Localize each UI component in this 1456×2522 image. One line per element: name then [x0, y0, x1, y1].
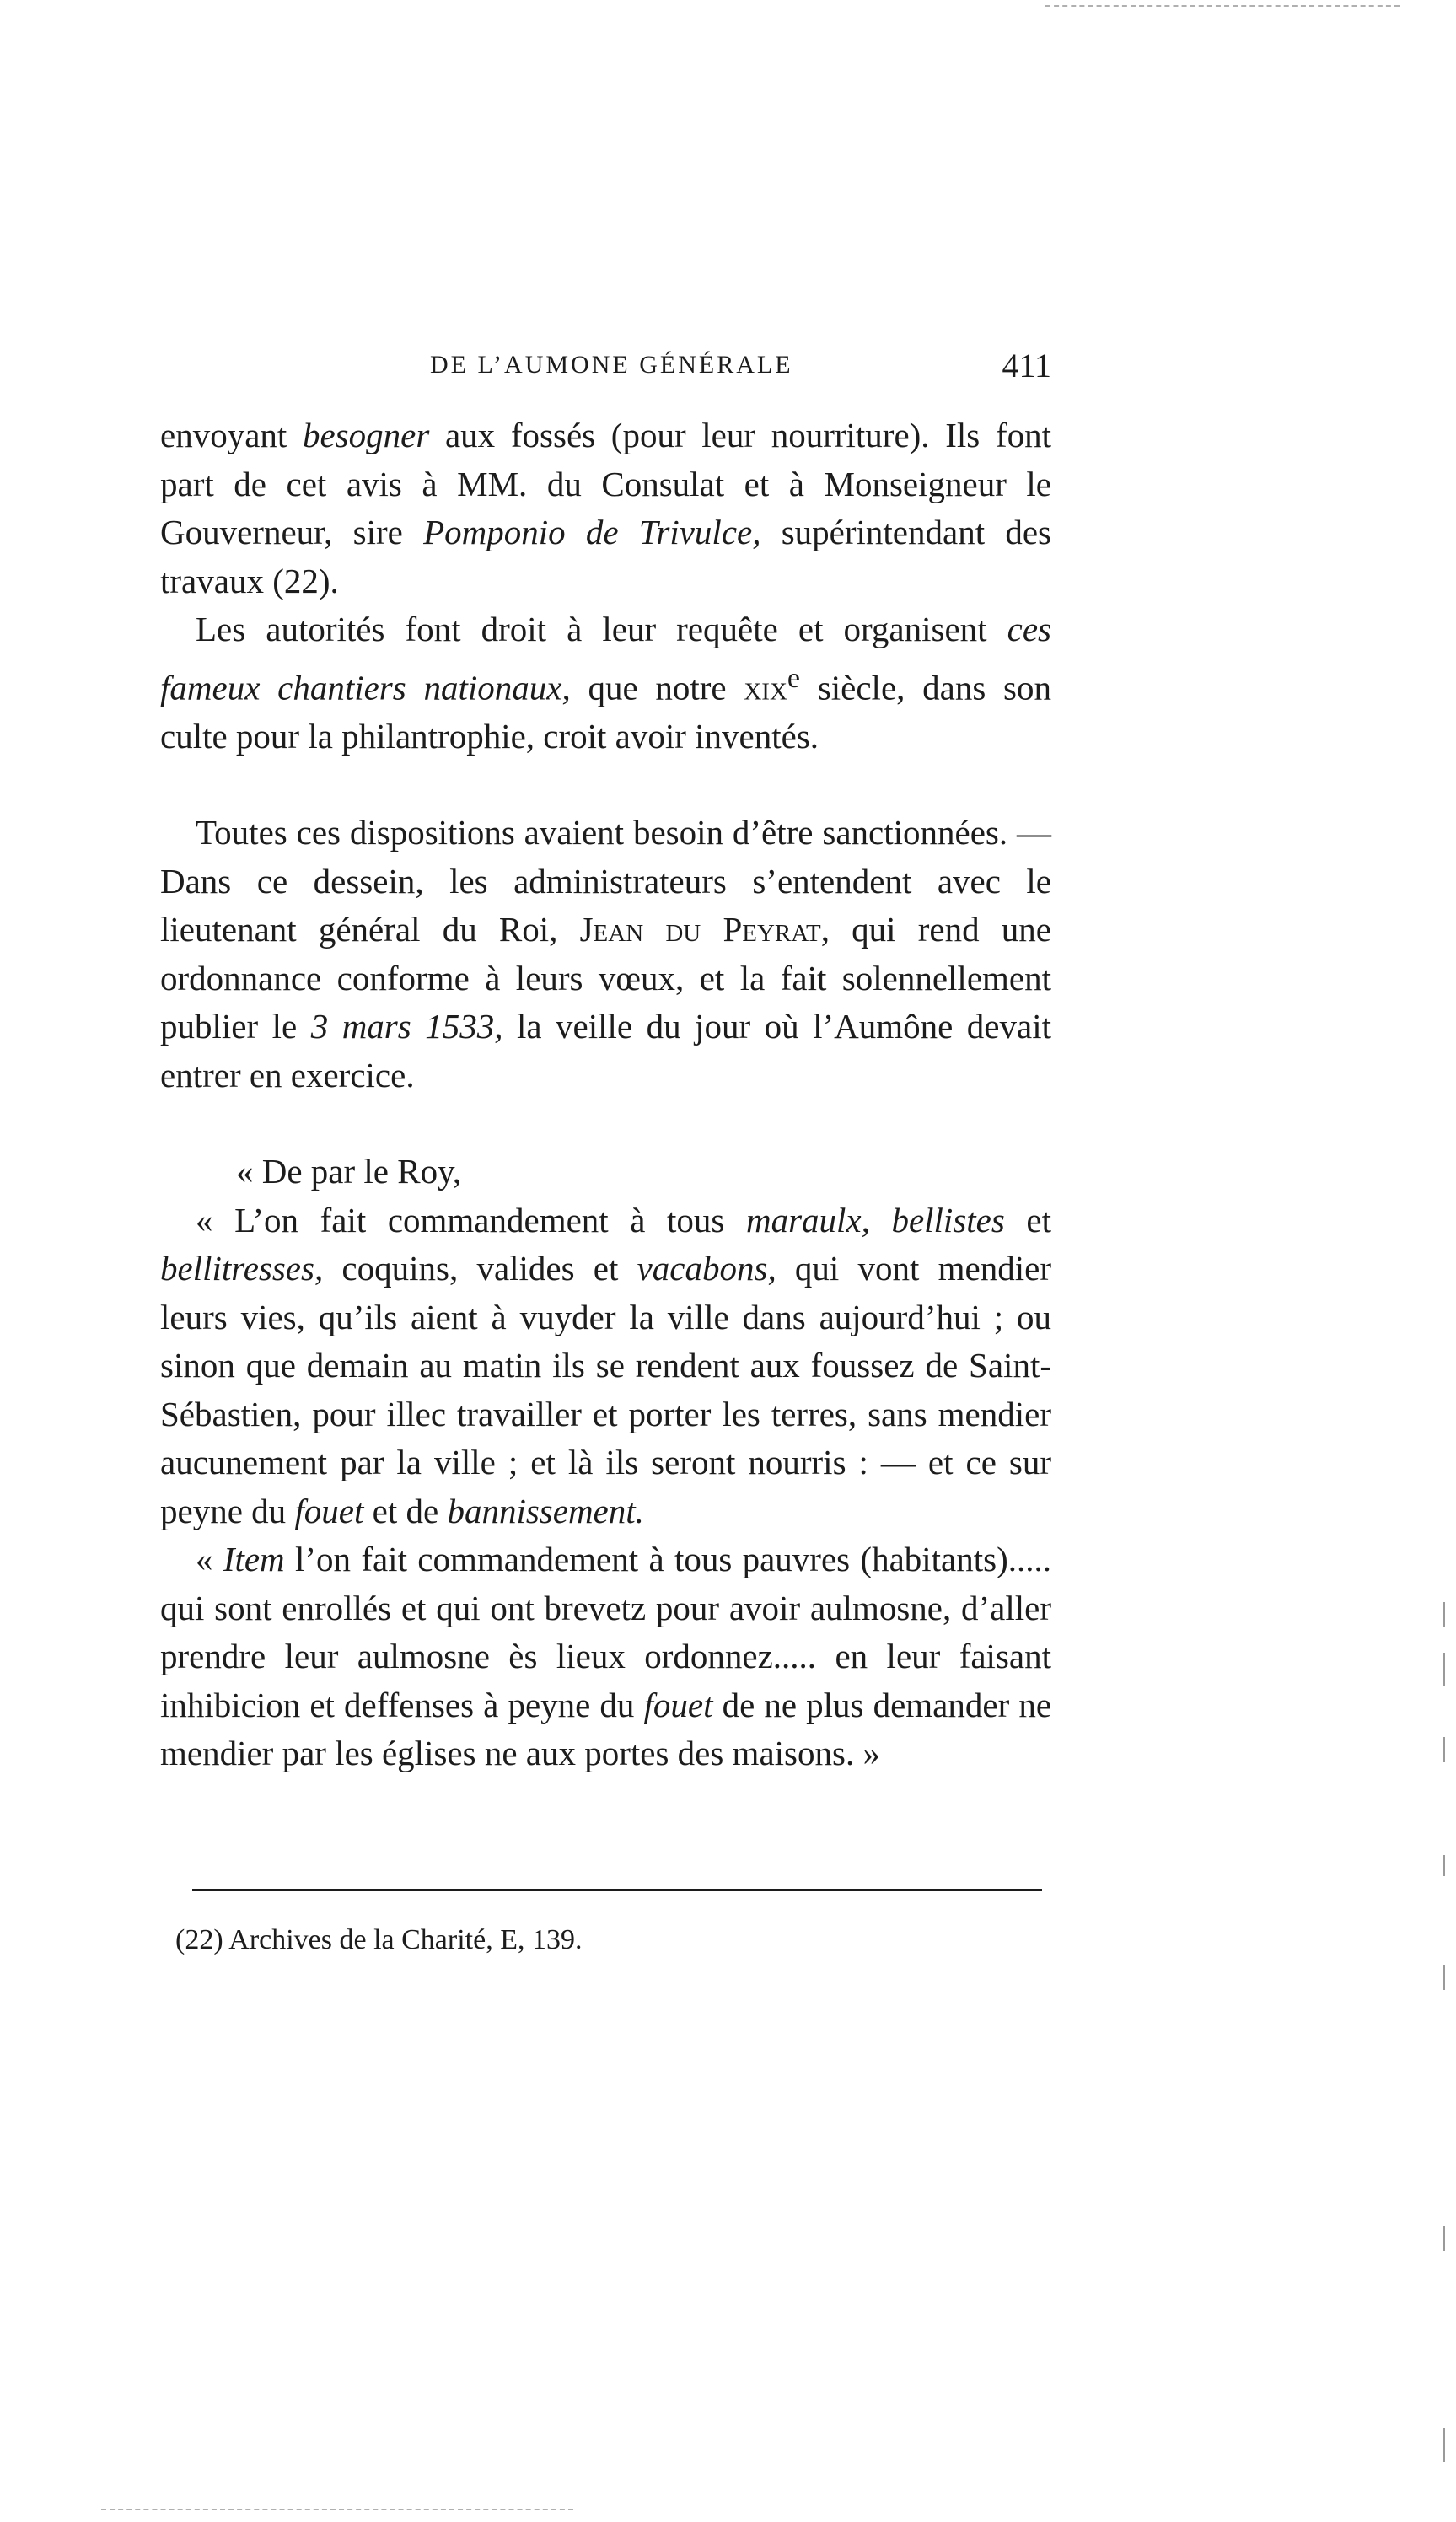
ordinance-paragraph-1: [160, 1196, 1051, 1536]
text-run: Toutes ces dispositions avaient besoin d’être sanctionnées. — Dans ce dessein, les administrateurs s’entendent avec le lieutenant général du Roi,: [160, 813, 1051, 949]
scan-margin-mark: [1443, 1653, 1445, 1686]
paragraph-continuation: [160, 411, 1051, 605]
person-name: Jean du Peyrat: [579, 910, 821, 949]
text-run: «: [196, 1540, 223, 1579]
century-superscript: e: [787, 662, 801, 694]
scan-edge-dashes: [1045, 5, 1400, 7]
italic-run: bellitresses,: [160, 1249, 324, 1288]
paragraph-gap: [160, 761, 1051, 809]
text-run: envoyant: [160, 416, 303, 454]
text-run: de ne plus demander ne mendier par les églises ne aux portes des maisons. »: [160, 1685, 1052, 1773]
italic-run: maraulx, bellistes: [745, 1200, 1005, 1239]
text-run: et de: [363, 1491, 448, 1530]
paragraph-chantiers: [160, 605, 1051, 761]
body-text: [160, 411, 1051, 1778]
paragraph-gap: [160, 1100, 1051, 1148]
text-run: aux fossés (pour leur nourriture). Ils font part de cet avis à MM. du Consulat et à Monseigneur le Gouverneur, sire: [160, 416, 1051, 551]
ordinance-paragraph-2: [160, 1535, 1051, 1778]
paragraph-ordonnance: [160, 809, 1051, 1100]
italic-run: fouet: [294, 1491, 364, 1530]
running-header: [160, 344, 1051, 395]
text-run: Les autorités font droit à leur requête et organisent: [196, 610, 1007, 648]
scan-margin-mark: [1443, 2226, 1445, 2251]
running-title: DE L’AUMONE GÉNÉRALE: [430, 351, 793, 379]
italic-run: vacabons,: [637, 1249, 776, 1288]
scan-edge-dashes: [101, 2509, 573, 2510]
scan-margin-mark: [1443, 1855, 1445, 1876]
scan-margin-mark: [1443, 1737, 1445, 1762]
text-run: coquins, valides et: [323, 1249, 637, 1288]
scan-margin-mark: [1443, 1965, 1445, 1990]
ordinance-heading: « De par le Roy,: [236, 1152, 462, 1191]
text-run: siècle, dans son culte pour la philantrophie, croit avoir inventés.: [160, 668, 1051, 756]
text-run: que notre: [570, 668, 744, 707]
text-run: , qui rend une ordonnance conforme à leurs vœux, et la fait solennellement publier le: [160, 910, 1051, 1046]
century-numeral: xix: [744, 668, 787, 707]
text-run: l’on fait commandement à tous pauvres (habitants)..... qui sont enrollés et qui ont brevetz pour avoir aulmosne, d’aller prendre leur aulmosne ès lieux ordonnez..... en leur faisant inhibicion et deffenses à peyne du: [160, 1540, 1051, 1724]
scan-margin-mark: [1443, 1602, 1445, 1627]
italic-run: Item: [223, 1540, 285, 1579]
scan-margin-mark: [1443, 2428, 1445, 2462]
italic-run: ces fameux chantiers nationaux,: [160, 610, 1051, 707]
italic-run: Pomponio de Trivulce,: [423, 513, 761, 551]
italic-date: 3 mars 1533,: [310, 1007, 503, 1046]
text-run: « L’on fait commandement à tous: [196, 1200, 746, 1239]
italic-run: fouet: [643, 1685, 713, 1724]
text-run: la veille du jour où l’Aumône devait entrer en exercice.: [160, 1007, 1051, 1094]
italic-run: besogner: [302, 416, 430, 454]
footnote-rule: [192, 1889, 1042, 1891]
footnote: (22) Archives de la Charité, E, 139.: [175, 1924, 583, 1955]
text-run: et: [1004, 1200, 1051, 1239]
page-number: 411: [1002, 347, 1051, 384]
text-run: qui vont mendier leurs vies, qu’ils aient à vuyder la ville dans aujourd’hui ; ou sinon que demain au matin ils se rendent aux foussez de Saint-Sébastien, pour illec travailler et porter les terres, sans mendier aucunement par la ville ; et là ils seront nourris : — et ce sur peyne du: [160, 1249, 1051, 1530]
text-run: supérintendant des travaux (22).: [160, 513, 1051, 600]
italic-run: bannissement.: [447, 1491, 644, 1530]
